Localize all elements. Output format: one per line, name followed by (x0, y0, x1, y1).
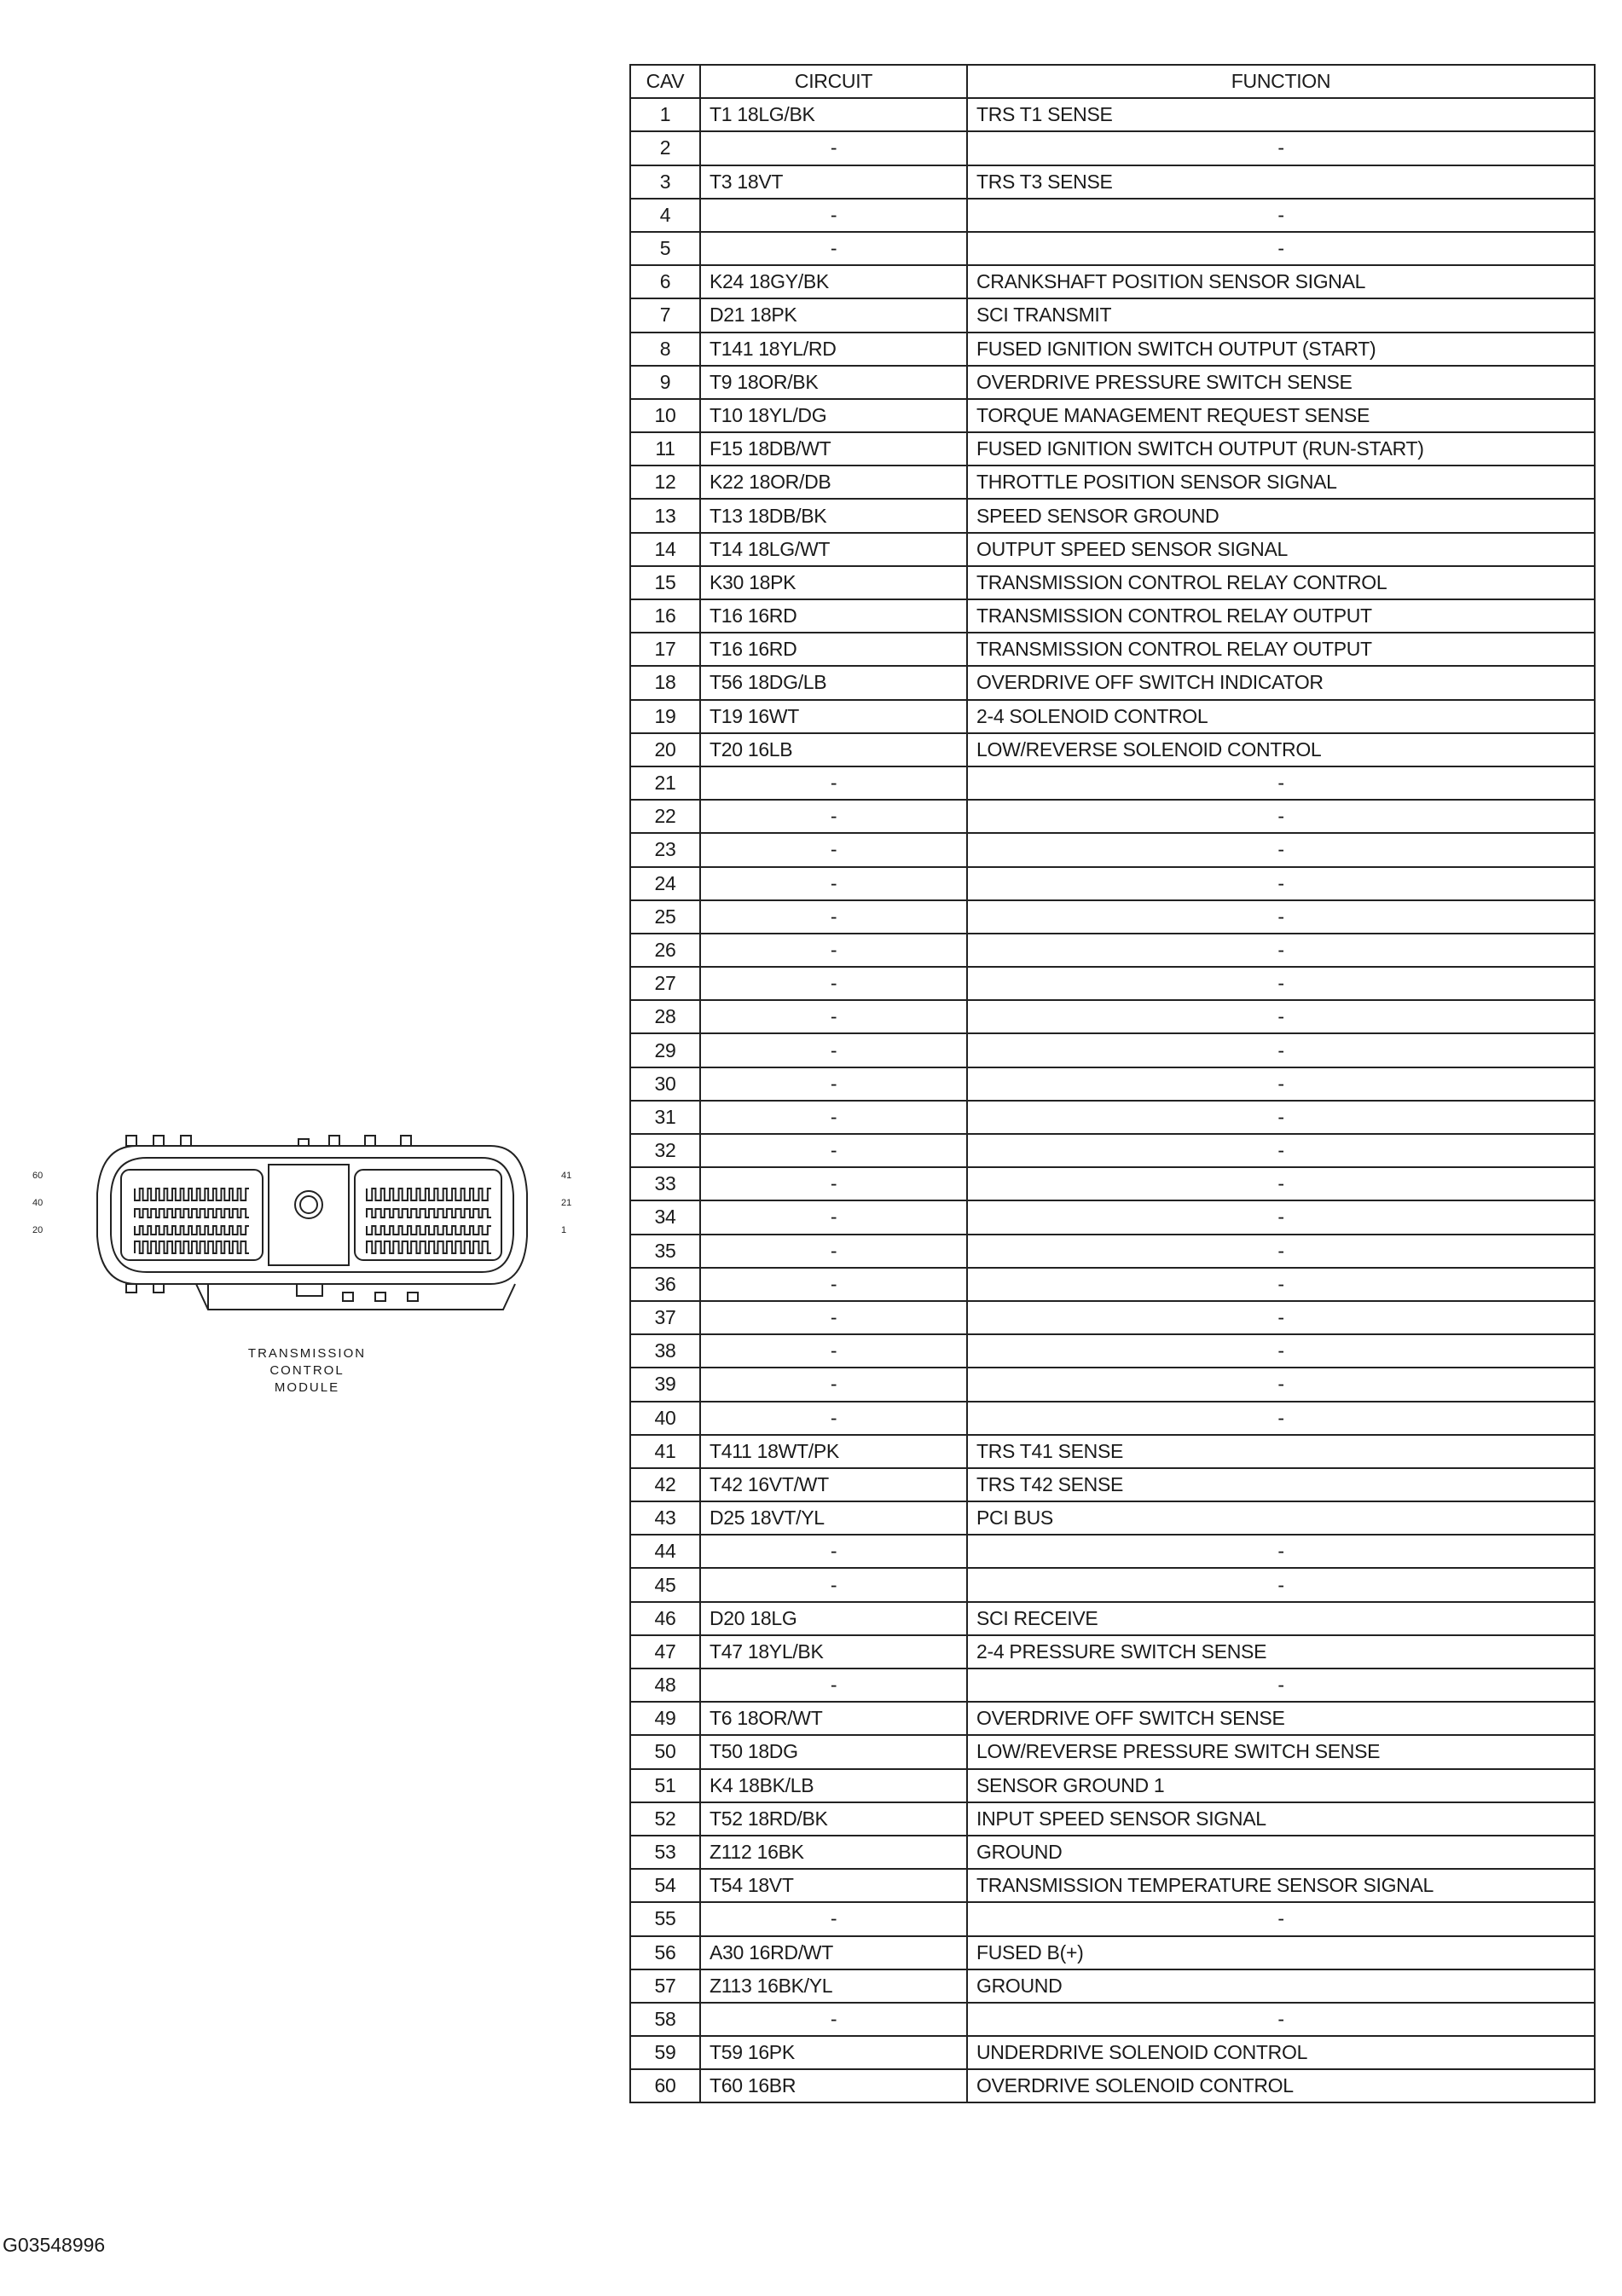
function-cell: OUTPUT SPEED SENSOR SIGNAL (967, 533, 1595, 566)
table-row (630, 1033, 1595, 1067)
function-cell: FUSED IGNITION SWITCH OUTPUT (START) (967, 333, 1595, 366)
cav-cell: 26 (630, 934, 700, 967)
function-cell: - (967, 800, 1595, 833)
function-cell: - (967, 1669, 1595, 1702)
cav-cell: 2 (630, 131, 700, 165)
circuit-cell: Z113 16BK/YL (700, 1969, 967, 2003)
function-cell: SCI TRANSMIT (967, 298, 1595, 332)
cav-cell: 1 (630, 98, 700, 131)
function-cell: - (967, 1067, 1595, 1101)
table-row (630, 1669, 1595, 1702)
cav-cell: 34 (630, 1200, 700, 1234)
function-cell: - (967, 1535, 1595, 1568)
table-row (630, 98, 1595, 131)
function-cell: - (967, 833, 1595, 866)
table-row (630, 1535, 1595, 1568)
table-row (630, 700, 1595, 733)
cav-cell: 58 (630, 2003, 700, 2036)
cav-cell: 57 (630, 1969, 700, 2003)
table-row (630, 265, 1595, 298)
table-row (630, 1435, 1595, 1468)
function-cell: TRS T1 SENSE (967, 98, 1595, 131)
table-row (630, 1936, 1595, 1969)
function-cell: - (967, 1568, 1595, 1601)
figure-id: G03548996 (3, 2234, 106, 2256)
cav-cell: 36 (630, 1268, 700, 1301)
table-row (630, 1501, 1595, 1535)
table-row (630, 1568, 1595, 1601)
cav-cell: 12 (630, 466, 700, 499)
cav-cell: 17 (630, 633, 700, 666)
table-row (630, 599, 1595, 633)
header-function: FUNCTION (967, 65, 1595, 98)
cav-cell: 37 (630, 1301, 700, 1334)
cav-cell: 42 (630, 1468, 700, 1501)
function-cell: TRANSMISSION CONTROL RELAY OUTPUT (967, 599, 1595, 633)
circuit-cell: - (700, 1033, 967, 1067)
table-row (630, 1067, 1595, 1101)
cav-cell: 39 (630, 1368, 700, 1401)
table-row (630, 1301, 1595, 1334)
circuit-cell: - (700, 1402, 967, 1435)
circuit-cell: - (700, 1200, 967, 1234)
table-row (630, 466, 1595, 499)
function-cell: - (967, 1134, 1595, 1167)
cav-cell: 4 (630, 199, 700, 232)
cav-cell: 18 (630, 666, 700, 699)
table-row (630, 232, 1595, 265)
header-circuit: CIRCUIT (700, 65, 967, 98)
cav-cell: 9 (630, 366, 700, 399)
cav-cell: 40 (630, 1402, 700, 1435)
circuit-cell: T1 18LG/BK (700, 98, 967, 131)
circuit-cell: Z112 16BK (700, 1836, 967, 1869)
table-row (630, 1268, 1595, 1301)
table-row (630, 432, 1595, 466)
cav-cell: 11 (630, 432, 700, 466)
circuit-cell: - (700, 1334, 967, 1368)
table-row (630, 2036, 1595, 2069)
function-cell: - (967, 1368, 1595, 1401)
caption-line-1: TRANSMISSION (247, 1346, 367, 1361)
cav-cell: 30 (630, 1067, 700, 1101)
circuit-cell: - (700, 1134, 967, 1167)
circuit-cell: - (700, 1268, 967, 1301)
function-cell: OVERDRIVE PRESSURE SWITCH SENSE (967, 366, 1595, 399)
function-cell: TRANSMISSION CONTROL RELAY CONTROL (967, 566, 1595, 599)
circuit-cell: - (700, 766, 967, 800)
circuit-cell: T42 16VT/WT (700, 1468, 967, 1501)
circuit-cell: - (700, 1067, 967, 1101)
cav-cell: 5 (630, 232, 700, 265)
pin-label-20: 20 (32, 1225, 43, 1235)
table-row (630, 1769, 1595, 1802)
function-cell: - (967, 900, 1595, 934)
circuit-cell: T16 16RD (700, 599, 967, 633)
cav-cell: 50 (630, 1735, 700, 1768)
function-cell: - (967, 1000, 1595, 1033)
function-cell: - (967, 232, 1595, 265)
cav-cell: 52 (630, 1802, 700, 1836)
function-cell: LOW/REVERSE PRESSURE SWITCH SENSE (967, 1735, 1595, 1768)
function-cell: - (967, 131, 1595, 165)
cav-cell: 19 (630, 700, 700, 733)
table-row (630, 199, 1595, 232)
cav-cell: 49 (630, 1702, 700, 1735)
function-cell: OVERDRIVE SOLENOID CONTROL (967, 2069, 1595, 2102)
function-cell: TRS T42 SENSE (967, 1468, 1595, 1501)
function-cell: - (967, 1235, 1595, 1268)
pin-cavity-row (135, 1188, 249, 1200)
table-row (630, 867, 1595, 900)
table-row (630, 298, 1595, 332)
function-cell: UNDERDRIVE SOLENOID CONTROL (967, 2036, 1595, 2069)
cav-cell: 41 (630, 1435, 700, 1468)
function-cell: - (967, 1268, 1595, 1301)
table-row (630, 666, 1595, 699)
table-row (630, 833, 1595, 866)
table-row (630, 766, 1595, 800)
pin-cavity-row (135, 1241, 249, 1253)
circuit-cell: - (700, 1535, 967, 1568)
cav-cell: 48 (630, 1669, 700, 1702)
function-cell: FUSED B(+) (967, 1936, 1595, 1969)
cav-cell: 32 (630, 1134, 700, 1167)
circuit-cell: F15 18DB/WT (700, 432, 967, 466)
function-cell: TRANSMISSION TEMPERATURE SENSOR SIGNAL (967, 1869, 1595, 1902)
cav-cell: 6 (630, 265, 700, 298)
table-row (630, 1167, 1595, 1200)
circuit-cell: - (700, 1902, 967, 1935)
table-row (630, 1735, 1595, 1768)
table-row (630, 967, 1595, 1000)
table-row (630, 1702, 1595, 1735)
pin-cavity-row (367, 1241, 491, 1253)
circuit-cell: A30 16RD/WT (700, 1936, 967, 1969)
circuit-cell: T3 18VT (700, 165, 967, 199)
circuit-cell: T411 18WT/PK (700, 1435, 967, 1468)
function-cell: GROUND (967, 1969, 1595, 2003)
table-row (630, 333, 1595, 366)
circuit-cell: D20 18LG (700, 1602, 967, 1635)
function-cell: OVERDRIVE OFF SWITCH SENSE (967, 1702, 1595, 1735)
table-row (630, 533, 1595, 566)
function-cell: PCI BUS (967, 1501, 1595, 1535)
circuit-cell: - (700, 833, 967, 866)
cav-cell: 31 (630, 1101, 700, 1134)
cav-cell: 44 (630, 1535, 700, 1568)
table-row (630, 733, 1595, 766)
function-cell: FUSED IGNITION SWITCH OUTPUT (RUN-START) (967, 432, 1595, 466)
cav-cell: 46 (630, 1602, 700, 1635)
cav-cell: 29 (630, 1033, 700, 1067)
table-row (630, 131, 1595, 165)
table-row (630, 1402, 1595, 1435)
cav-cell: 14 (630, 533, 700, 566)
circuit-cell: T50 18DG (700, 1735, 967, 1768)
table-row (630, 366, 1595, 399)
table-row (630, 2069, 1595, 2102)
circuit-cell: - (700, 1101, 967, 1134)
circuit-cell: T59 16PK (700, 2036, 967, 2069)
cav-cell: 59 (630, 2036, 700, 2069)
table-row (630, 633, 1595, 666)
table-body (630, 98, 1595, 2102)
circuit-cell: T47 18YL/BK (700, 1635, 967, 1669)
function-cell: TRS T41 SENSE (967, 1435, 1595, 1468)
table-row (630, 1000, 1595, 1033)
function-cell: - (967, 967, 1595, 1000)
function-cell: TRANSMISSION CONTROL RELAY OUTPUT (967, 633, 1595, 666)
function-cell: SCI RECEIVE (967, 1602, 1595, 1635)
cav-cell: 25 (630, 900, 700, 934)
connector-pinout-table (629, 64, 1596, 2103)
pin-label-21: 21 (561, 1198, 572, 1208)
center-lock-block (269, 1165, 349, 1265)
function-cell: - (967, 1200, 1595, 1234)
table-row (630, 1200, 1595, 1234)
function-cell: - (967, 1167, 1595, 1200)
function-cell: - (967, 2003, 1595, 2036)
function-cell: - (967, 1402, 1595, 1435)
caption-line-2: CONTROL (269, 1363, 345, 1378)
table-row (630, 1368, 1595, 1401)
circuit-cell: T20 16LB (700, 733, 967, 766)
function-cell: 2-4 PRESSURE SWITCH SENSE (967, 1635, 1595, 1669)
table-row (630, 800, 1595, 833)
function-cell: - (967, 1902, 1595, 1935)
circuit-cell: - (700, 131, 967, 165)
circuit-cell: T10 18YL/DG (700, 399, 967, 432)
table-row (630, 1902, 1595, 1935)
circuit-cell: - (700, 1568, 967, 1601)
function-cell: GROUND (967, 1836, 1595, 1869)
cav-cell: 20 (630, 733, 700, 766)
table-row (630, 900, 1595, 934)
connector-housing-outline (97, 1146, 527, 1284)
circuit-cell: - (700, 2003, 967, 2036)
circuit-cell: T54 18VT (700, 1869, 967, 1902)
pin-cavity-row (367, 1209, 491, 1217)
table-row (630, 1836, 1595, 1869)
function-cell: SPEED SENSOR GROUND (967, 499, 1595, 532)
cav-cell: 22 (630, 800, 700, 833)
circuit-cell: T56 18DG/LB (700, 666, 967, 699)
cav-cell: 23 (630, 833, 700, 866)
pin-cavity-row (135, 1226, 249, 1235)
table-row (630, 2003, 1595, 2036)
function-cell: - (967, 199, 1595, 232)
cav-cell: 43 (630, 1501, 700, 1535)
function-cell: - (967, 1334, 1595, 1368)
circuit-cell: - (700, 1368, 967, 1401)
circuit-cell: - (700, 1301, 967, 1334)
cav-cell: 56 (630, 1936, 700, 1969)
circuit-cell: - (700, 967, 967, 1000)
cav-cell: 13 (630, 499, 700, 532)
pin-cavity-row (367, 1226, 491, 1235)
function-cell: SENSOR GROUND 1 (967, 1769, 1595, 1802)
table-row (630, 566, 1595, 599)
function-cell: - (967, 1033, 1595, 1067)
cav-cell: 35 (630, 1235, 700, 1268)
circuit-cell: T52 18RD/BK (700, 1802, 967, 1836)
function-cell: - (967, 766, 1595, 800)
cav-cell: 53 (630, 1836, 700, 1869)
table-row (630, 1969, 1595, 2003)
cav-cell: 16 (630, 599, 700, 633)
circuit-cell: - (700, 900, 967, 934)
function-cell: TORQUE MANAGEMENT REQUEST SENSE (967, 399, 1595, 432)
circuit-cell: - (700, 800, 967, 833)
table-header-row (630, 65, 1595, 98)
cav-cell: 10 (630, 399, 700, 432)
circuit-cell: - (700, 1000, 967, 1033)
cav-cell: 51 (630, 1769, 700, 1802)
cav-cell: 7 (630, 298, 700, 332)
pin-cavity-row (367, 1188, 491, 1200)
function-cell: CRANKSHAFT POSITION SENSOR SIGNAL (967, 265, 1595, 298)
circuit-cell: K30 18PK (700, 566, 967, 599)
function-cell: OVERDRIVE OFF SWITCH INDICATOR (967, 666, 1595, 699)
circuit-cell: K24 18GY/BK (700, 265, 967, 298)
pin-label-60: 60 (32, 1171, 43, 1181)
cav-cell: 8 (630, 333, 700, 366)
pin-label-1: 1 (561, 1225, 567, 1235)
function-cell: 2-4 SOLENOID CONTROL (967, 700, 1595, 733)
cav-cell: 45 (630, 1568, 700, 1601)
circuit-cell: T19 16WT (700, 700, 967, 733)
circuit-cell: T9 18OR/BK (700, 366, 967, 399)
function-cell: INPUT SPEED SENSOR SIGNAL (967, 1802, 1595, 1836)
circuit-cell: - (700, 1235, 967, 1268)
circuit-cell: T13 18DB/BK (700, 499, 967, 532)
table-row (630, 1468, 1595, 1501)
table-row (630, 934, 1595, 967)
table-row (630, 1635, 1595, 1669)
circuit-cell: - (700, 199, 967, 232)
cav-cell: 60 (630, 2069, 700, 2102)
circuit-cell: T6 18OR/WT (700, 1702, 967, 1735)
cav-cell: 28 (630, 1000, 700, 1033)
table-row (630, 1802, 1595, 1836)
circuit-cell: T14 18LG/WT (700, 533, 967, 566)
circuit-cell: - (700, 232, 967, 265)
function-cell: TRS T3 SENSE (967, 165, 1595, 199)
circuit-cell: T141 18YL/RD (700, 333, 967, 366)
cav-cell: 47 (630, 1635, 700, 1669)
cav-cell: 21 (630, 766, 700, 800)
function-cell: - (967, 934, 1595, 967)
function-cell: LOW/REVERSE SOLENOID CONTROL (967, 733, 1595, 766)
function-cell: - (967, 1301, 1595, 1334)
cav-cell: 33 (630, 1167, 700, 1200)
pin-label-40: 40 (32, 1198, 43, 1208)
table-row (630, 399, 1595, 432)
header-cav: CAV (630, 65, 700, 98)
function-cell: - (967, 1101, 1595, 1134)
cav-cell: 54 (630, 1869, 700, 1902)
table-row (630, 1869, 1595, 1902)
table-row (630, 499, 1595, 532)
circuit-cell: - (700, 867, 967, 900)
table-row (630, 1134, 1595, 1167)
cav-cell: 15 (630, 566, 700, 599)
circuit-cell: K4 18BK/LB (700, 1769, 967, 1802)
connector-latch (196, 1284, 515, 1310)
table-row (630, 1334, 1595, 1368)
function-cell: THROTTLE POSITION SENSOR SIGNAL (967, 466, 1595, 499)
table-row (630, 1101, 1595, 1134)
circuit-cell: T60 16BR (700, 2069, 967, 2102)
table-row (630, 165, 1595, 199)
cav-cell: 27 (630, 967, 700, 1000)
circuit-cell: - (700, 934, 967, 967)
table-row (630, 1602, 1595, 1635)
circuit-cell: T16 16RD (700, 633, 967, 666)
function-cell: - (967, 867, 1595, 900)
circuit-cell: K22 18OR/DB (700, 466, 967, 499)
pin-label-41: 41 (561, 1171, 572, 1181)
circuit-cell: - (700, 1167, 967, 1200)
circuit-cell: D25 18VT/YL (700, 1501, 967, 1535)
cav-cell: 3 (630, 165, 700, 199)
table-row (630, 1235, 1595, 1268)
cav-cell: 24 (630, 867, 700, 900)
circuit-cell: - (700, 1669, 967, 1702)
circuit-cell: D21 18PK (700, 298, 967, 332)
caption-line-3: MODULE (274, 1380, 340, 1395)
cav-cell: 38 (630, 1334, 700, 1368)
cav-cell: 55 (630, 1902, 700, 1935)
pin-cavity-row (135, 1209, 249, 1217)
